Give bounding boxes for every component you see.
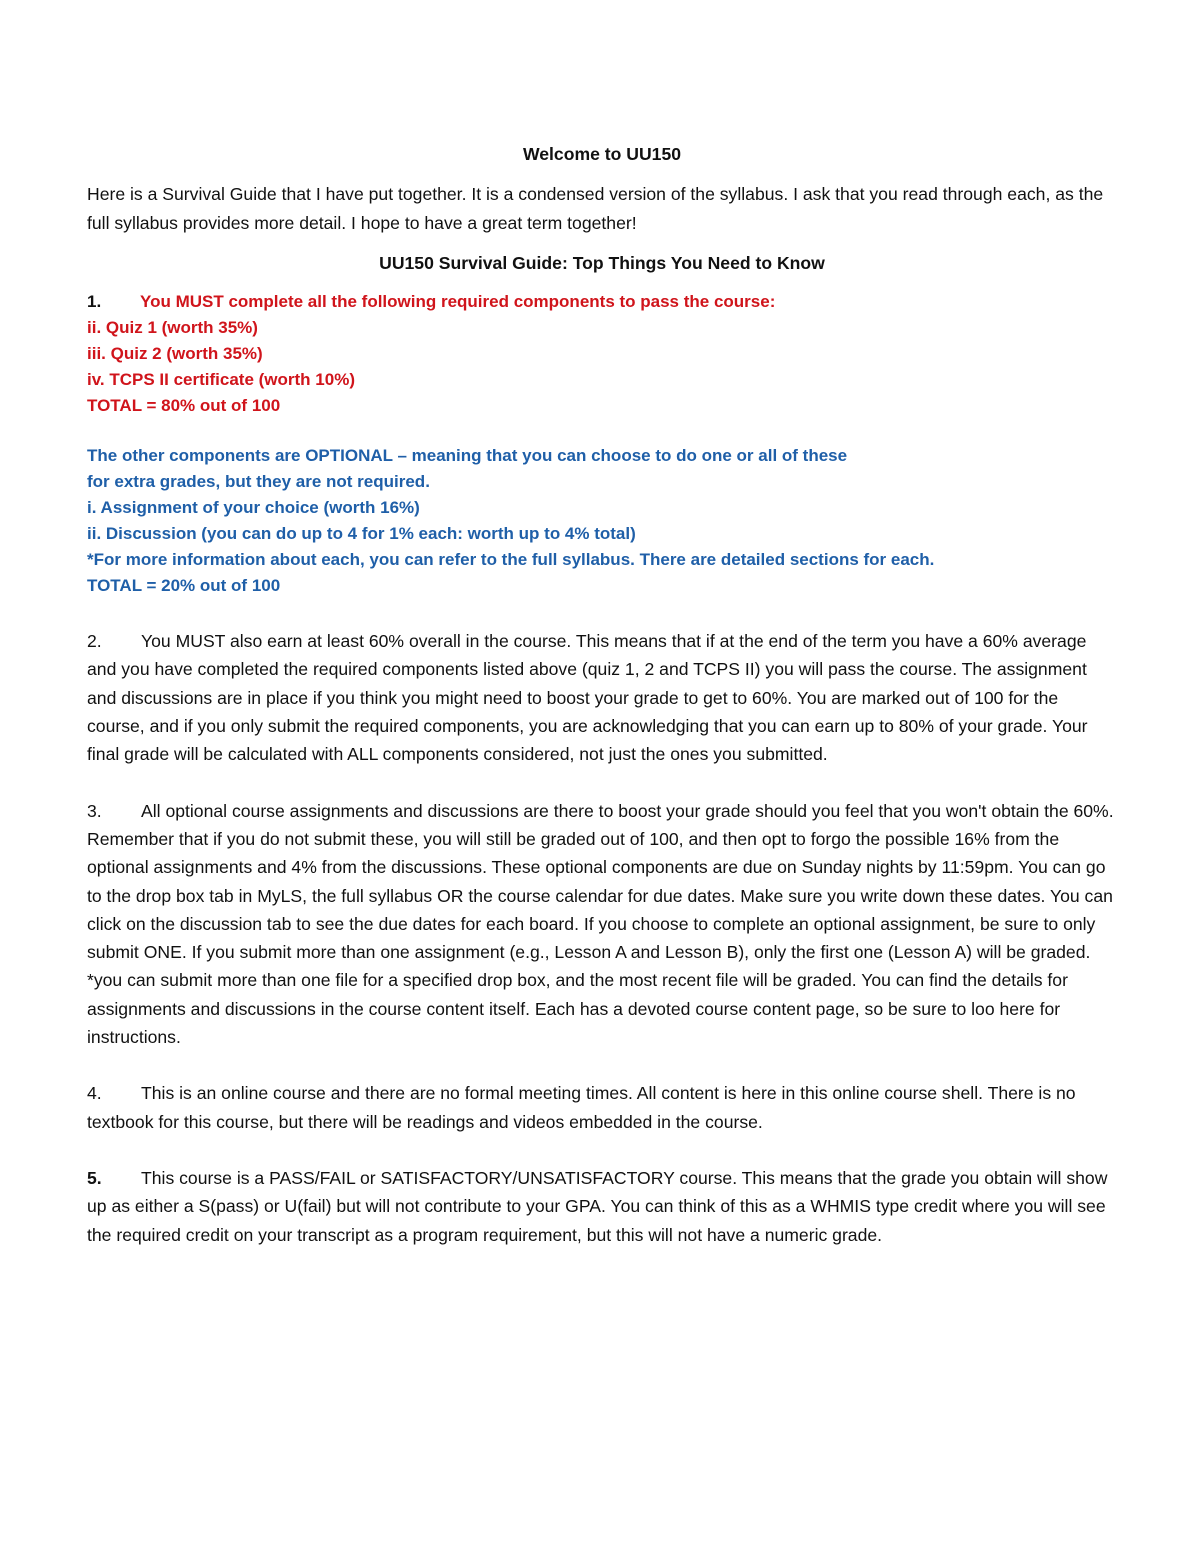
guide-point-4	[87, 1079, 1117, 1136]
required-item: ii. Quiz 1 (worth 35%)	[87, 318, 258, 338]
required-total: TOTAL = 80% out of 100	[87, 396, 281, 416]
point-number: 4.	[87, 1083, 102, 1104]
optional-line: The other components are OPTIONAL – meaning that you can choose to do one or all of these	[87, 446, 848, 466]
required-item: iii. Quiz 2 (worth 35%)	[87, 344, 263, 364]
optional-note: *For more information about each, you can refer to the full syllabus. There are detailed sections for each.	[87, 550, 935, 570]
point-number: 5.	[87, 1167, 102, 1188]
required-heading: You MUST complete all the following required components to pass the course:	[140, 292, 776, 312]
intro-paragraph: Here is a Survival Guide that I have put together. It is a condensed version of the syllabus. I ask that you read through each, as the full syllabus provides more detail. I hope to have a great term together!	[87, 184, 1104, 233]
optional-total: TOTAL = 20% out of 100	[87, 576, 281, 596]
optional-components-section	[87, 443, 1117, 599]
point-number: 3.	[87, 800, 102, 821]
required-heading-line	[87, 289, 1117, 315]
optional-item: i. Assignment of your choice (worth 16%)	[87, 498, 420, 518]
point-number: 1.	[87, 292, 102, 312]
point-text: This is an online course and there are no formal meeting times. All content is here in this online course shell. There is no textbook for this course, but there will be readings and videos embedded in the course.	[87, 1083, 1076, 1132]
guide-point-5	[87, 1164, 1117, 1249]
guide-point-3	[87, 797, 1117, 1052]
optional-line: for extra grades, but they are not required.	[87, 472, 430, 492]
document-page	[87, 140, 1117, 1277]
required-item: iv. TCPS II certificate (worth 10%)	[87, 370, 355, 390]
point-text: This course is a PASS/FAIL or SATISFACTORY/UNSATISFACTORY course. This means that the grade you obtain will show up as either a S(pass) or U(fail) but will not contribute to your GPA. You can think of this as a WHMIS type credit where you will see the required credit on your transcript as a program requirement, but this will not have a numeric grade.	[87, 1167, 1108, 1245]
point-text: You MUST also earn at least 60% overall in the course. This means that if at the end of the term you have a 60% average and you have completed the required components listed above (quiz 1, 2 and TCPS II) you will pass the course. The assignment and discussions are in place if you think you might need to boost your grade to get to 60%. You are marked out of 100 for the course, and if you only submit the required components, you are acknowledging that you can earn up to 80% of your grade. Your final grade will be calculated with ALL components considered, not just the ones you submitted.	[87, 631, 1088, 765]
optional-item: ii. Discussion (you can do up to 4 for 1% each: worth up to 4% total)	[87, 524, 636, 544]
guide-subtitle: UU150 Survival Guide: Top Things You Need to Know	[379, 252, 825, 273]
document-title: Welcome to UU150	[522, 144, 682, 164]
point-number: 2.	[87, 631, 102, 652]
point-text: All optional course assignments and discussions are there to boost your grade should you feel that you won't obtain the 60%. Remember that if you do not submit these, you will still be graded out of 100, and then opt to forgo the possible 16% from the optional assignments and 4% from the discussions. These optional components are due on Sunday nights by 11:59pm. You can go to the drop box tab in MyLS, the full syllabus OR the course calendar for due dates. Make sure you write down these dates. You can click on the discussion tab to see the due dates for each board. If you choose to complete an optional assignment, be sure to only submit ONE. If you submit more than one assignment (e.g., Lesson A and Lesson B), only the first one (Lesson A) will be graded. *you can submit more than one file for a specified drop box, and the most recent file will be graded. You can find the details for assignments and discussions in the course content itself. Each has a devoted course content page, so be sure to loo here for instructions.	[87, 800, 1114, 1048]
guide-point-2	[87, 627, 1117, 768]
required-components-section	[87, 289, 1117, 419]
